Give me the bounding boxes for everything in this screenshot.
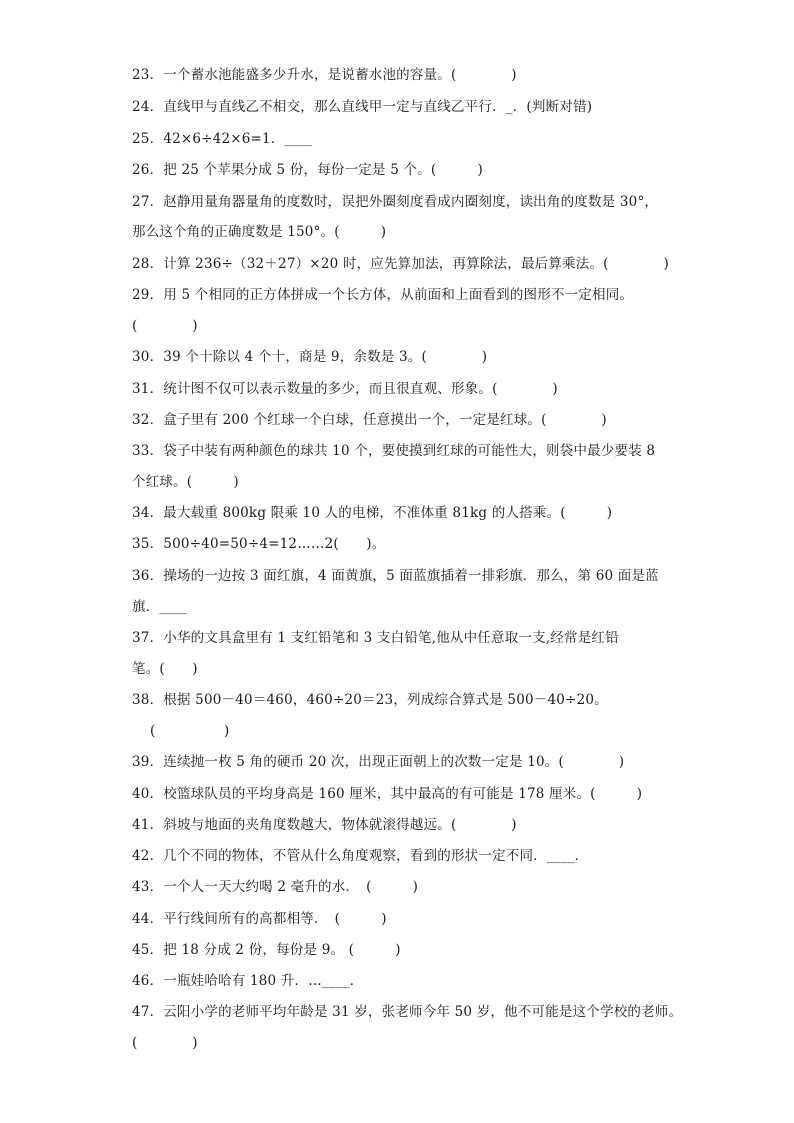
question-34: 34．最大载重 800kg 限乘 10 人的电梯，不准体重 81kg 的人搭乘。( ) [132, 505, 613, 521]
question-42: 42．几个不同的物体，不管从什么角度观察，看到的形状一定不同．____． [132, 848, 589, 864]
question-43: 43．一个人一天大约喝 2 毫升的水． ( ) [132, 879, 419, 895]
question-27-line-1: 27．赵静用量角器量角的度数时，误把外圈刻度看成内圈刻度，读出角的度数是 30°， [132, 194, 659, 210]
question-39: 39．连续抛一枚 5 角的硬币 20 次，出现正面朝上的次数一定是 10。( ) [132, 754, 625, 770]
question-36-line-1: 36．操场的一边按 3 面红旗，4 面黄旗，5 面蓝旗插着一排彩旗．那么，第 60 面是蓝 [132, 568, 659, 584]
question-35: 35．500÷40=50÷4=12……2( )。 [132, 536, 386, 552]
question-38-line-1: 38．根据 500－40＝460，460÷20＝23，列成综合算式是 500－40÷20。 [132, 692, 608, 708]
question-25: 25．42×6÷42×6=1．____ [132, 131, 313, 147]
question-30: 30．39 个十除以 4 个十，商是 9，余数是 3。( ) [132, 349, 488, 365]
question-28: 28．计算 236÷（32＋27）×20 时，应先算加法，再算除法，最后算乘法。( ) [132, 256, 669, 272]
question-40: 40．校篮球队员的平均身高是 160 厘米，其中最高的有可能是 178 厘米。( ) [132, 786, 643, 802]
question-29-line-2: ( ) [132, 318, 198, 334]
question-23: 23．一个蓄水池能盛多少升水，是说蓄水池的容量。( ) [132, 67, 517, 83]
question-41: 41．斜坡与地面的夹角度数越大，物体就滚得越远。( ) [132, 817, 517, 833]
question-31: 31．统计图不仅可以表示数量的多少，而且很直观、形象。( ) [132, 381, 558, 397]
question-47-line-2: ( ) [132, 1035, 198, 1051]
question-33-line-1: 33．袋子中装有两种颜色的球共 10 个，要使摸到红球的可能性大，则袋中最少要装 8 [132, 443, 656, 459]
question-37-line-1: 37．小华的文具盒里有 1 支红铅笔和 3 支白铅笔,他从中任意取一支,经常是红铅 [132, 630, 619, 646]
question-24: 24．直线甲与直线乙不相交，那么直线甲一定与直线乙平行．_．(判断对错) [132, 99, 593, 115]
question-37-line-2: 笔。( ) [132, 661, 198, 677]
question-26: 26．把 25 个苹果分成 5 份，每份一定是 5 个。( ) [132, 162, 483, 178]
question-38-line-2: ( ) [150, 723, 230, 739]
question-29-line-1: 29．用 5 个相同的正方体拼成一个长方体，从前面和上面看到的图形不一定相同。 [132, 287, 634, 303]
question-32: 32．盒子里有 200 个红球一个白球，任意摸出一个，一定是红球。( ) [132, 412, 607, 428]
question-45: 45．把 18 分成 2 份，每份是 9。 ( ) [132, 942, 401, 958]
question-47-line-1: 47．云阳小学的老师平均年龄是 31 岁，张老师今年 50 岁，他不可能是这个学校的老师。 [132, 1004, 683, 1020]
question-46: 46．一瓶娃哈哈有 180 升．…____． [132, 973, 364, 989]
question-44: 44．平行线间所有的高都相等． ( ) [132, 911, 387, 927]
question-33-line-2: 个红球。( ) [132, 474, 239, 490]
question-27-line-2: 那么这个角的正确度数是 150°。( ) [132, 224, 387, 240]
question-36-line-2: 旗．____ [132, 599, 188, 615]
